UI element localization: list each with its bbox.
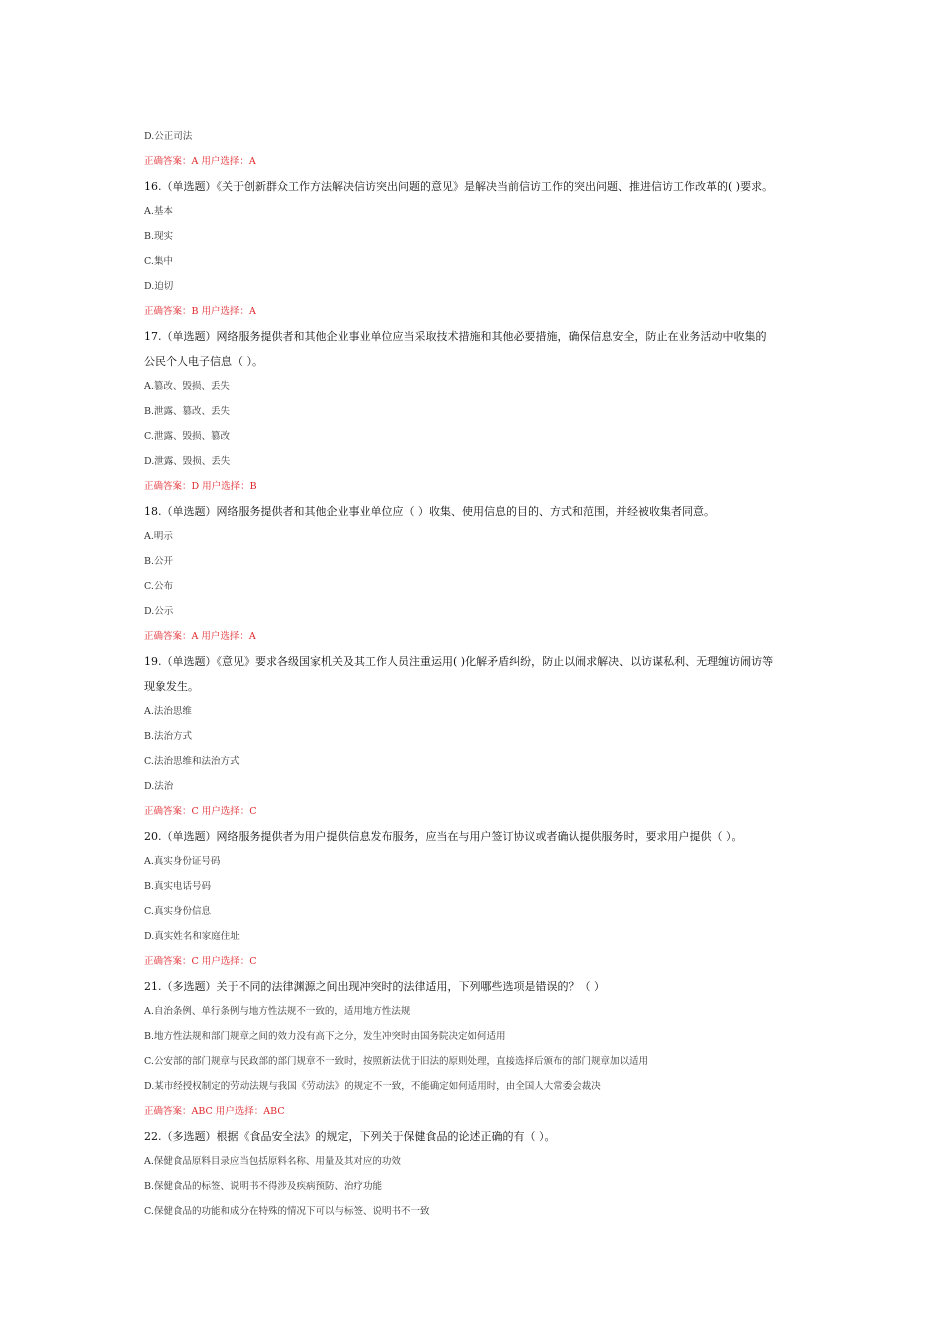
question-text: 20.（单选题）网络服务提供者为用户提供信息发布服务，应当在与用户签订协议或者确认提供服务时，要求用户提供（ ）。 (144, 830, 743, 843)
answer-option: B.保健食品的标签、说明书不得涉及疾病预防、治疗功能 (144, 1181, 383, 1192)
answer-result: 正确答案：A 用户选择：A (144, 156, 256, 167)
answer-option: C.法治思维和法治方式 (144, 756, 240, 767)
answer-option: A.真实身份证号码 (144, 856, 221, 867)
question-text: 19.（单选题）《意见》要求各级国家机关及其工作人员注重运用( )化解矛盾纠纷，防止以闹求解决、以访谋私利、无理缠访闹访等 (144, 655, 774, 668)
answer-option: C.公安部的部门规章与民政部的部门规章不一致时，按照新法优于旧法的原则处理，直接选择后颁布的部门规章加以适用 (144, 1056, 648, 1067)
answer-option: B.公开 (144, 556, 174, 567)
answer-option: D.公示 (144, 606, 174, 617)
document-page (144, 124, 844, 1224)
answer-option: C.集中 (144, 256, 173, 267)
answer-result: 正确答案：A 用户选择：A (144, 631, 256, 642)
question-text: 16.（单选题）《关于创新群众工作方法解决信访突出问题的意见》是解决当前信访工作的突出问题、推进信访工作改革的( )要求。 (144, 180, 774, 193)
answer-option: D.迫切 (144, 281, 174, 292)
answer-option: B.泄露、篡改、丢失 (144, 406, 231, 417)
answer-option: C.泄露、毁损、篡改 (144, 431, 230, 442)
answer-result: 正确答案：D 用户选择：B (144, 481, 257, 492)
answer-result: 正确答案：B 用户选择：A (144, 306, 256, 317)
answer-option: C.保健食品的功能和成分在特殊的情况下可以与标签、说明书不一致 (144, 1206, 430, 1217)
answer-option: A.明示 (144, 531, 173, 542)
answer-option: D.法治 (144, 781, 174, 792)
question-text: 公民个人电子信息（ ）。 (144, 355, 263, 368)
answer-option: D.泄露、毁损、丢失 (144, 456, 231, 467)
question-text: 22.（多选题）根据《食品安全法》的规定，下列关于保健食品的论述正确的有（ ）。 (144, 1130, 556, 1143)
question-text: 21.（多选题）关于不同的法律渊源之间出现冲突时的法律适用，下列哪些选项是错误的？（ ） (144, 980, 605, 993)
answer-result: 正确答案：C 用户选择：C (144, 806, 257, 817)
answer-option: D.公正司法 (144, 131, 193, 142)
answer-option: A.法治思维 (144, 706, 192, 717)
question-text: 现象发生。 (144, 680, 199, 693)
answer-option: B.真实电话号码 (144, 881, 212, 892)
answer-option: C.公布 (144, 581, 173, 592)
answer-option: A.保健食品原料目录应当包括原料名称、用量及其对应的功效 (144, 1156, 401, 1167)
question-text: 18.（单选题）网络服务提供者和其他企业事业单位应（ ）收集、使用信息的目的、方式和范围，并经被收集者同意。 (144, 505, 715, 518)
answer-option: A.基本 (144, 206, 173, 217)
answer-option: B.现实 (144, 231, 174, 242)
answer-option: A.篡改、毁损、丢失 (144, 381, 230, 392)
answer-option: D.真实姓名和家庭住址 (144, 931, 240, 942)
answer-option: C.真实身份信息 (144, 906, 211, 917)
answer-result: 正确答案：C 用户选择：C (144, 956, 257, 967)
question-text: 17.（单选题）网络服务提供者和其他企业事业单位应当采取技术措施和其他必要措施，确保信息安全，防止在业务活动中收集的 (144, 330, 767, 343)
answer-option: B.法治方式 (144, 731, 193, 742)
answer-result: 正确答案：ABC 用户选择：ABC (144, 1106, 285, 1117)
answer-option: D.某市经授权制定的劳动法规与我国《劳动法》的规定不一致，不能确定如何适用时，由全国人大常委会裁决 (144, 1081, 601, 1092)
answer-option: B.地方性法规和部门规章之间的效力没有高下之分，发生冲突时由国务院决定如何适用 (144, 1031, 506, 1042)
answer-option: A.自治条例、单行条例与地方性法规不一致的，适用地方性法规 (144, 1006, 411, 1017)
